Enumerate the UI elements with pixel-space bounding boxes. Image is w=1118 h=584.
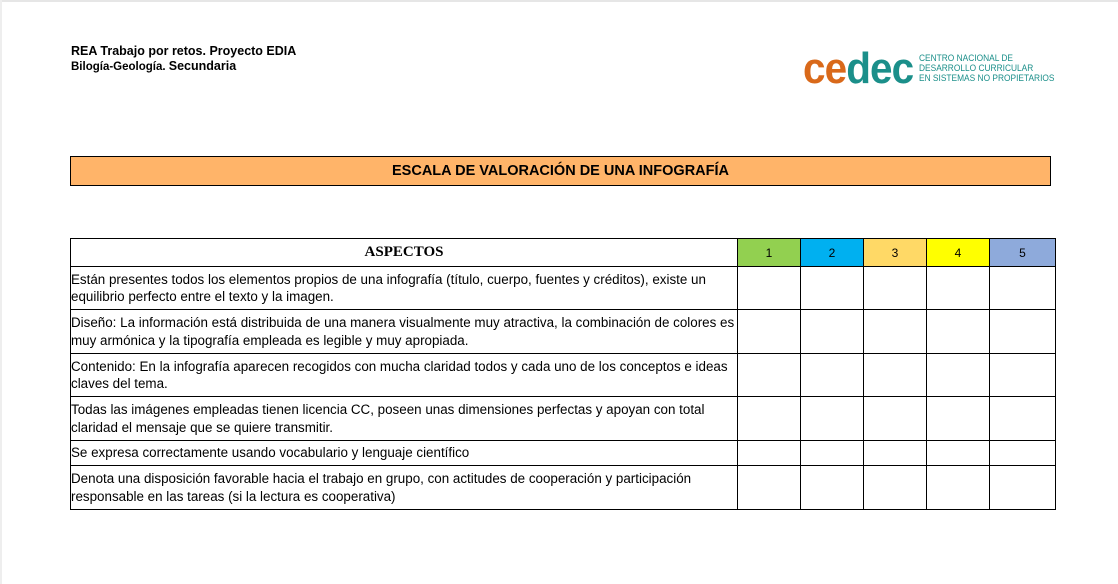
logo-wordmark: cedec <box>803 44 914 93</box>
header-title: REA Trabajo por retos. Proyecto EDIA <box>71 44 297 58</box>
score-cell-5[interactable] <box>990 354 1056 397</box>
scale-header-4: 4 <box>927 239 990 267</box>
score-cell-5[interactable] <box>990 310 1056 354</box>
score-cell-4[interactable] <box>927 466 990 510</box>
aspect-text: Contenido: En la infografía aparecen recogidos con mucha claridad todos y cada uno de los conceptos e ideas claves del tema. <box>71 354 738 397</box>
page-edge <box>0 0 1118 2</box>
aspect-text: Diseño: La información está distribuida de una manera visualmente muy atractiva, la combinación de colores es muy armónica y la tipografía empleada es legible y muy apropiada. <box>71 310 738 354</box>
table-row <box>71 397 1056 441</box>
scale-header-3: 3 <box>864 239 927 267</box>
score-cell-2[interactable] <box>801 466 864 510</box>
table-row <box>71 310 1056 354</box>
score-cell-3[interactable] <box>864 466 927 510</box>
header-subtitle <box>71 59 296 75</box>
score-cell-1[interactable] <box>738 310 801 354</box>
aspects-header: ASPECTOS <box>71 239 738 267</box>
page-edge-left <box>0 0 2 584</box>
score-cell-5[interactable] <box>990 466 1056 510</box>
aspect-text: Se expresa correctamente usando vocabulario y lenguaje científico <box>71 441 738 466</box>
logo-subtitle: CENTRO NACIONAL DE DESARROLLO CURRICULAR EN SISTEMAS NO PROPIETARIOS <box>918 53 1055 84</box>
score-cell-2[interactable] <box>801 354 864 397</box>
score-cell-1[interactable] <box>738 354 801 397</box>
score-cell-1[interactable] <box>738 267 801 310</box>
scale-header-1: 1 <box>738 239 801 267</box>
header-subject: Bilogía-Geología. <box>71 61 166 73</box>
score-cell-4[interactable] <box>927 310 990 354</box>
aspect-text: Denota una disposición favorable hacia el trabajo en grupo, con actitudes de cooperación y participación responsable en las tareas (si la lectura es cooperativa) <box>71 466 738 510</box>
score-cell-4[interactable] <box>927 354 990 397</box>
table-row <box>71 466 1056 510</box>
score-cell-2[interactable] <box>801 441 864 466</box>
score-cell-3[interactable] <box>864 267 927 310</box>
aspect-text: Están presentes todos los elementos propios de una infografía (título, cuerpo, fuentes y créditos), existe un equilibrio perfecto entre el texto y la imagen. <box>71 267 738 310</box>
score-cell-5[interactable] <box>990 267 1056 310</box>
score-cell-3[interactable] <box>864 441 927 466</box>
table-row <box>71 267 1056 310</box>
scale-header-2: 2 <box>801 239 864 267</box>
score-cell-4[interactable] <box>927 441 990 466</box>
table-header-row <box>71 239 1056 267</box>
cedec-logo <box>803 44 1073 93</box>
rubric-title: ESCALA DE VALORACIÓN DE UNA INFOGRAFÍA <box>70 156 1051 186</box>
score-cell-4[interactable] <box>927 267 990 310</box>
score-cell-1[interactable] <box>738 441 801 466</box>
aspect-text: Todas las imágenes empleadas tienen licencia CC, poseen unas dimensiones perfectas y apoyan con total claridad el mensaje que se quiere transmitir. <box>71 397 738 441</box>
score-cell-3[interactable] <box>864 354 927 397</box>
score-cell-2[interactable] <box>801 397 864 441</box>
score-cell-5[interactable] <box>990 397 1056 441</box>
score-cell-3[interactable] <box>864 310 927 354</box>
score-cell-5[interactable] <box>990 441 1056 466</box>
score-cell-1[interactable] <box>738 397 801 441</box>
score-cell-1[interactable] <box>738 466 801 510</box>
table-row <box>71 441 1056 466</box>
score-cell-2[interactable] <box>801 267 864 310</box>
score-cell-3[interactable] <box>864 397 927 441</box>
score-cell-2[interactable] <box>801 310 864 354</box>
document-header <box>71 44 296 75</box>
score-cell-4[interactable] <box>927 397 990 441</box>
header-level: Secundaria <box>168 59 237 73</box>
scale-header-5: 5 <box>990 239 1056 267</box>
rating-scale-table <box>70 238 1056 510</box>
table-row <box>71 354 1056 397</box>
